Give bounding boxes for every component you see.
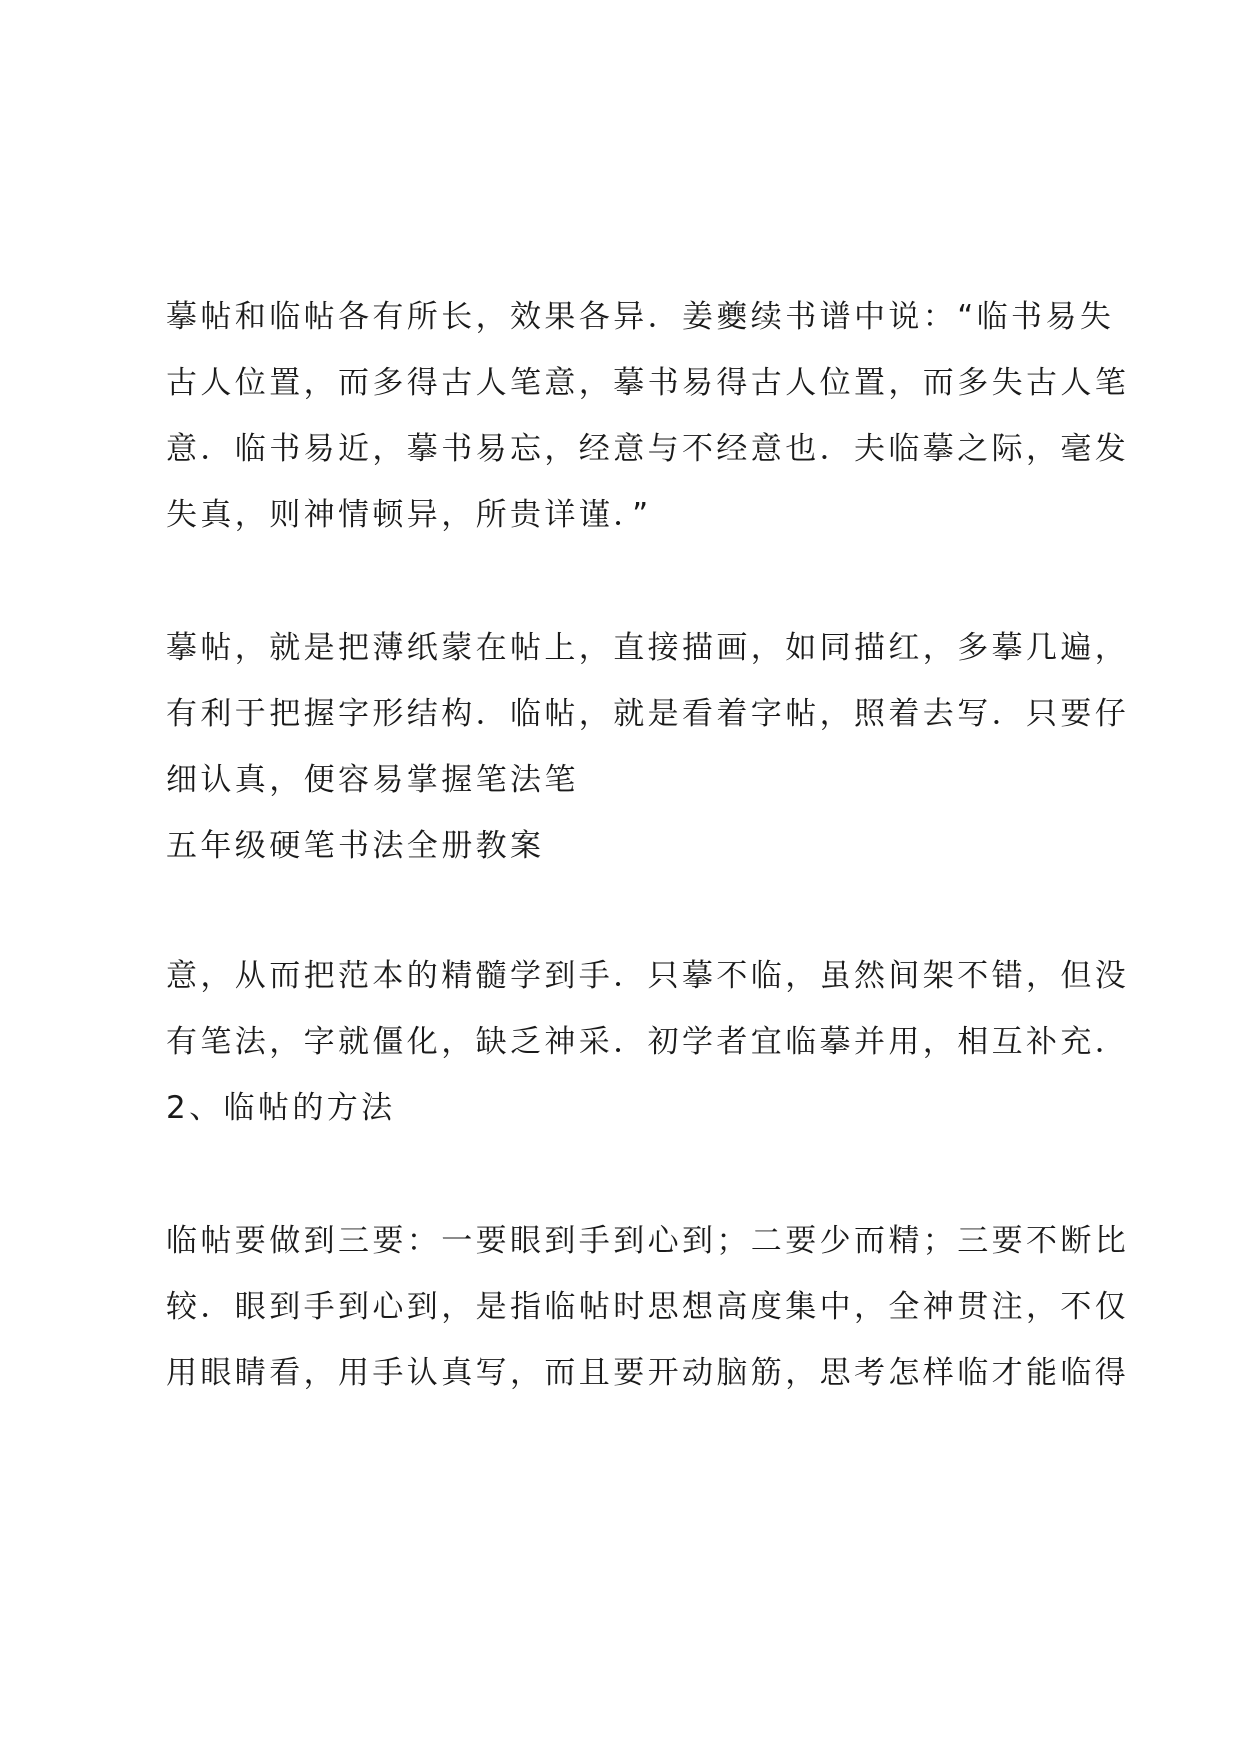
- text-line: 2、临帖的方法: [166, 1090, 396, 1126]
- text-line: 摹帖和临帖各有所长，效果各异．姜夔续书谱中说：“临书易失: [166, 299, 1115, 335]
- text-line: 有利于把握字形结构．临帖，就是看着字帖，照着去写．只要仔: [166, 696, 1130, 732]
- text-line: 细认真，便容易掌握笔法笔: [166, 762, 579, 798]
- text-line: 有笔法，字就僵化，缺乏神采．初学者宜临摹并用，相互补充．: [166, 1024, 1130, 1060]
- section-heading: [166, 1075, 1096, 1141]
- text-line: 五年级硬笔书法全册教案: [166, 828, 545, 864]
- text-line: 较．眼到手到心到，是指临帖时思想高度集中，全神贯注，不仅: [166, 1289, 1130, 1325]
- paragraph-essence: [166, 943, 1130, 1075]
- paragraph-tracing: [166, 615, 1130, 813]
- text-line: 意．临书易近，摹书易忘，经意与不经意也．夫临摹之际，毫发: [166, 431, 1130, 467]
- text-line: 古人位置，而多得古人笔意，摹书易得古人位置，而多失古人笔: [166, 365, 1130, 401]
- paragraph-method: [166, 1208, 1130, 1406]
- document-body: [166, 284, 1130, 1406]
- text-line: 失真，则神情顿异，所贵详谨．”: [166, 497, 652, 533]
- text-line: 用眼睛看，用手认真写，而且要开动脑筋，思考怎样临才能临得: [166, 1355, 1130, 1391]
- text-line: 摹帖，就是把薄纸蒙在帖上，直接描画，如同描红，多摹几遍，: [166, 630, 1130, 666]
- text-line: 意，从而把范本的精髓学到手．只摹不临，虽然间架不错，但没: [166, 958, 1130, 994]
- document-title: [166, 813, 1096, 879]
- text-line: 临帖要做到三要：一要眼到手到心到；二要少而精；三要不断比: [166, 1223, 1130, 1259]
- paragraph-comparison: [166, 284, 1130, 548]
